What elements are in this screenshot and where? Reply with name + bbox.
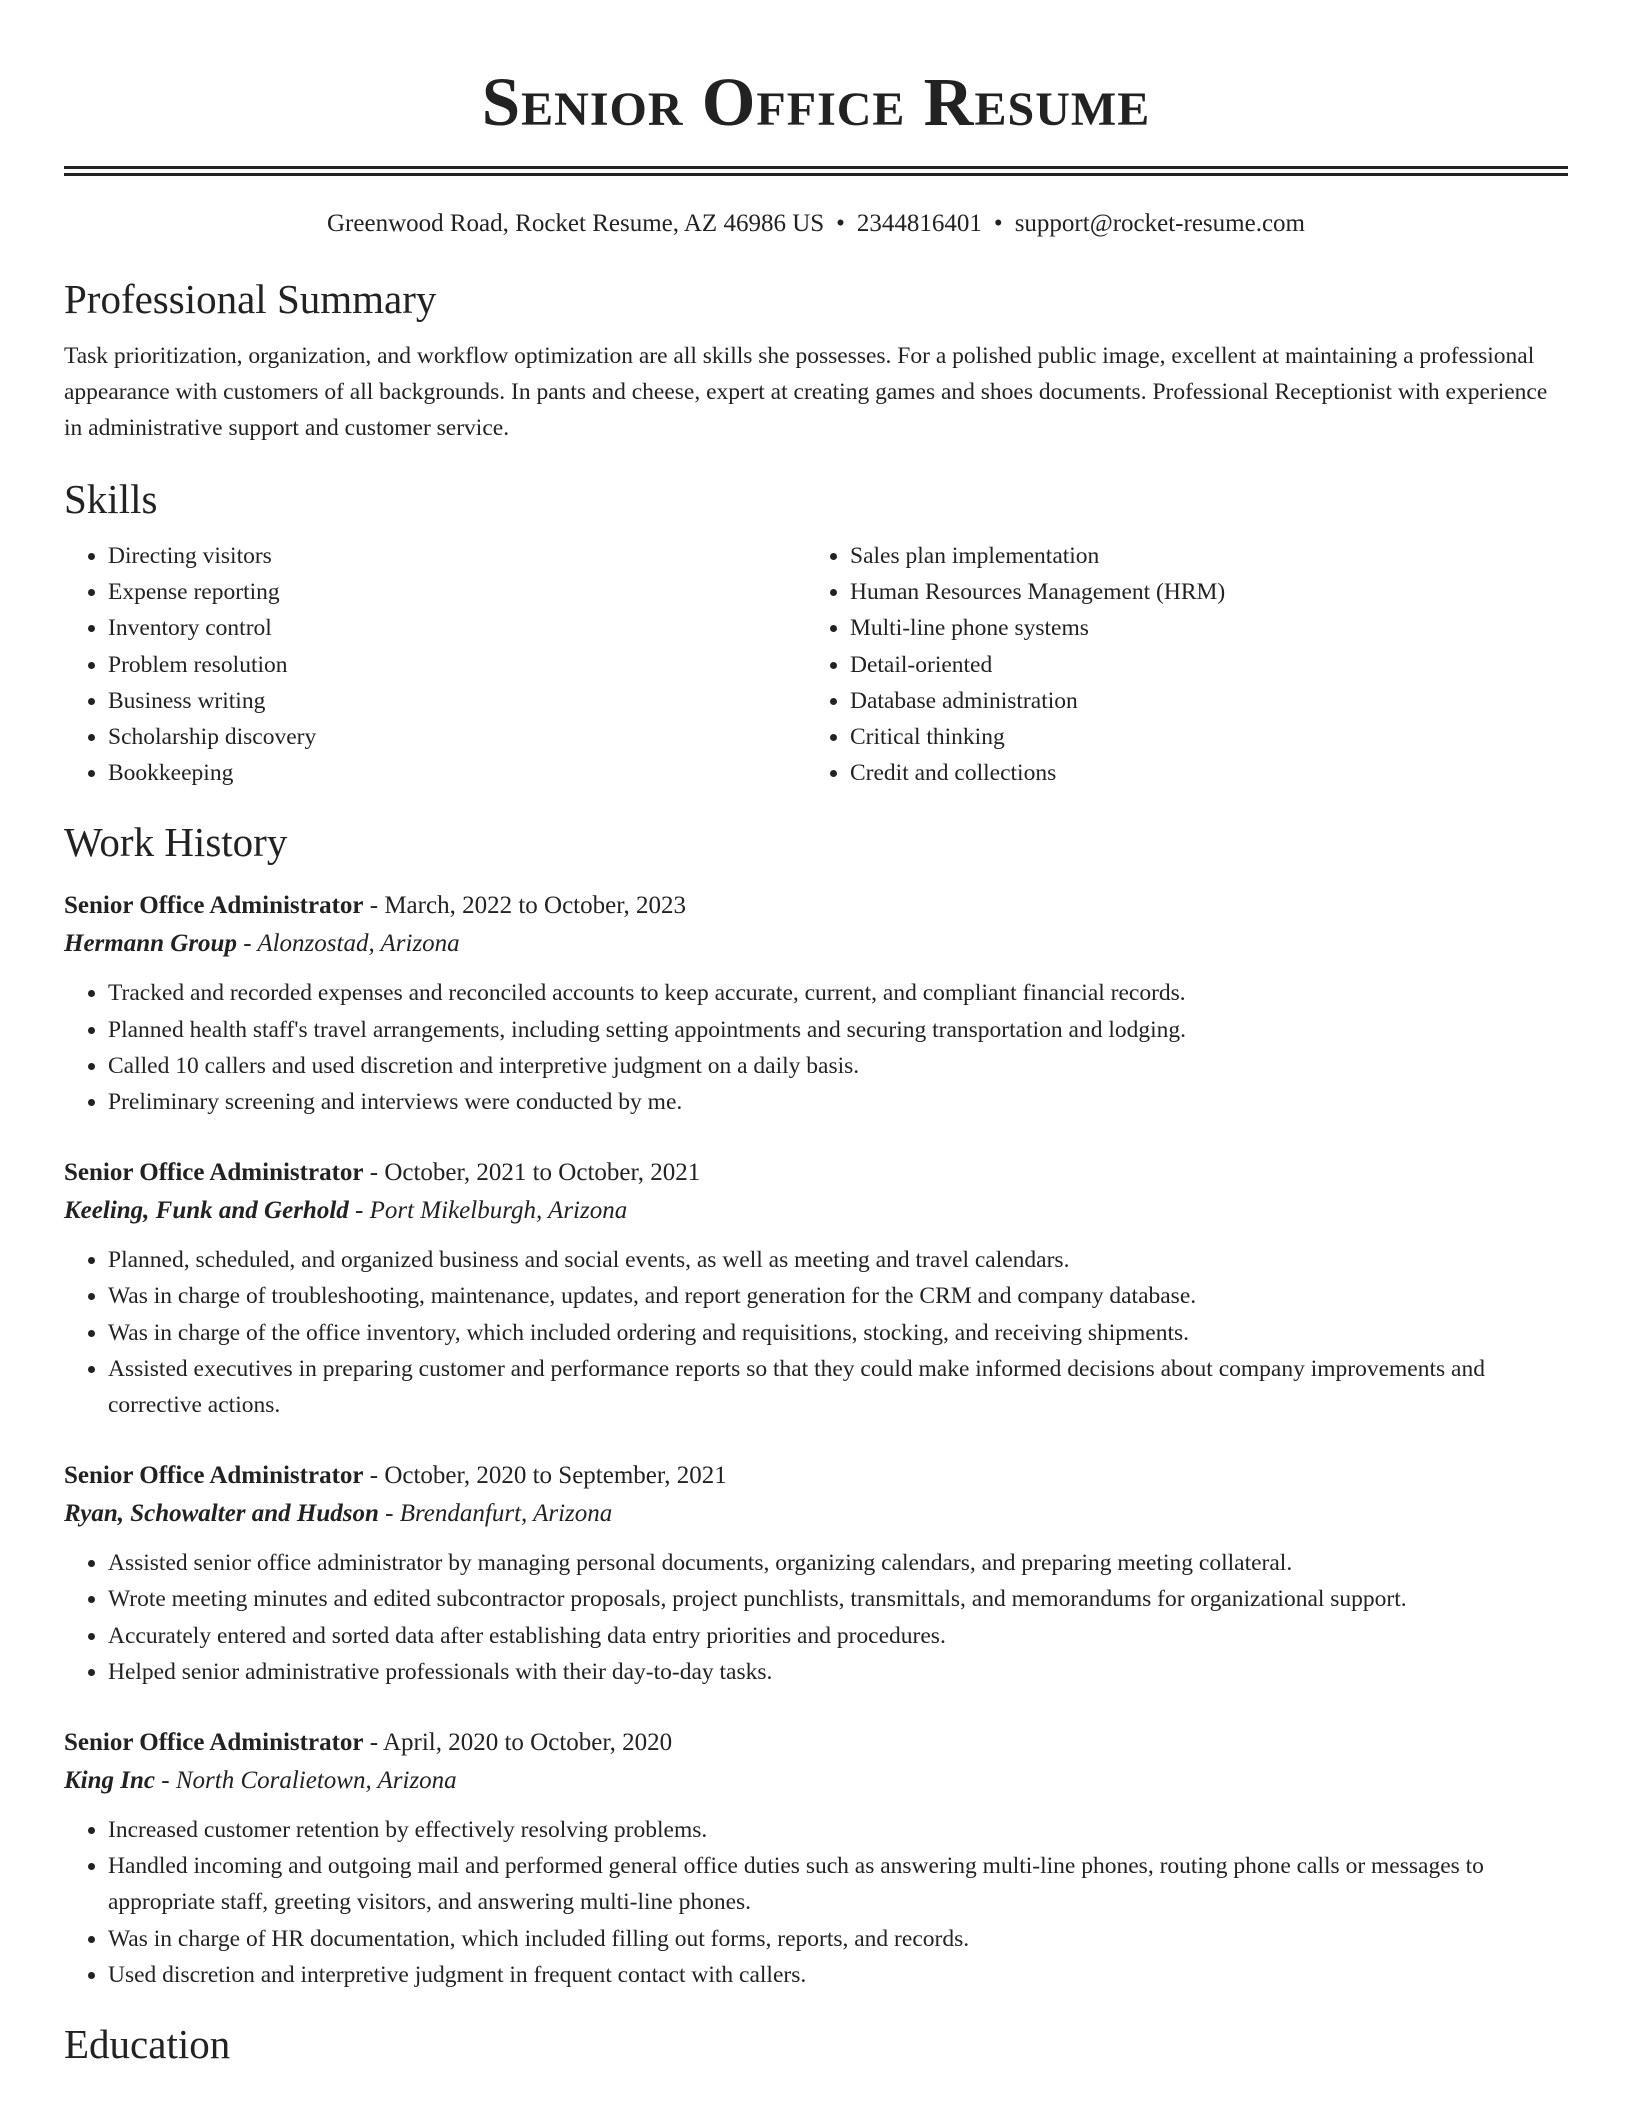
job-duty: • Was in charge of HR documentation, which included filling out forms, reports, and records. (108, 1921, 1568, 1957)
job-duty: • Assisted executives in preparing customer and performance reports so that they could make informed decisions about company improvements and corrective actions. (108, 1351, 1568, 1423)
skill-item: • Database administration (850, 683, 1548, 719)
job-title: Senior Office Administrator (64, 1462, 364, 1490)
job-company-line (64, 1495, 1568, 1533)
skill-item: • Expense reporting (108, 574, 806, 610)
job-entry (64, 887, 1568, 1120)
contact-separator: • (836, 210, 845, 237)
job-location: - North Coralietown, Arizona (155, 1767, 457, 1795)
skill-item: • Critical thinking (850, 719, 1548, 755)
skill-item: • Directing visitors (108, 538, 806, 574)
skill-item: • Human Resources Management (HRM) (850, 574, 1548, 610)
job-duties (64, 1812, 1568, 1993)
skill-item: • Business writing (108, 683, 806, 719)
contact-address: Greenwood Road, Rocket Resume, AZ 46986 US (327, 210, 825, 237)
job-entry (64, 1154, 1568, 1423)
job-company-line (64, 1192, 1568, 1230)
job-duty: • Assisted senior office administrator by managing personal documents, organizing calendars, and preparing meeting collateral. (108, 1545, 1568, 1581)
job-duty: • Planned health staff's travel arrangements, including setting appointments and securing transportation and lodging. (108, 1012, 1568, 1048)
section-heading-skills: Skills (64, 476, 158, 522)
skills-column-right (806, 538, 1548, 791)
contact-line (64, 206, 1568, 242)
job-duty: • Was in charge of the office inventory, which included ordering and requisitions, stocking, and receiving shipments. (108, 1315, 1568, 1351)
job-title-line (64, 1457, 1568, 1495)
job-duty: • Was in charge of troubleshooting, maintenance, updates, and report generation for the CRM and company database. (108, 1278, 1568, 1314)
job-dates: - March, 2022 to October, 2023 (363, 892, 687, 920)
job-duty: • Called 10 callers and used discretion and interpretive judgment on a daily basis. (108, 1048, 1568, 1084)
job-duty: • Planned, scheduled, and organized business and social events, as well as meeting and travel calendars. (108, 1242, 1568, 1278)
skill-item: • Multi-line phone systems (850, 610, 1548, 646)
job-location: - Port Mikelburgh, Arizona (348, 1197, 628, 1225)
job-location: - Alonzostad, Arizona (236, 930, 460, 958)
job-duties (64, 975, 1568, 1120)
skill-item: • Scholarship discovery (108, 719, 806, 755)
job-title: Senior Office Administrator (64, 1729, 364, 1757)
skill-item: • Detail-oriented (850, 647, 1548, 683)
job-duty: • Increased customer retention by effectively resolving problems. (108, 1812, 1568, 1848)
job-duty: • Preliminary screening and interviews were conducted by me. (108, 1084, 1568, 1120)
section-heading-work-history: Work History (64, 819, 288, 866)
contact-separator: • (993, 210, 1003, 237)
section-heading-education: Education (64, 2021, 231, 2068)
job-dates: - October, 2021 to October, 2021 (363, 1159, 701, 1187)
skill-item: • Inventory control (108, 610, 806, 646)
job-company-line (64, 925, 1568, 963)
job-duty: • Tracked and recorded expenses and reconciled accounts to keep accurate, current, and compliant financial records. (108, 975, 1568, 1011)
job-duty: • Accurately entered and sorted data after establishing data entry priorities and procedures. (108, 1618, 1568, 1654)
job-company: Hermann Group (64, 930, 237, 958)
skill-item: • Credit and collections (850, 755, 1548, 791)
skill-item: • Problem resolution (108, 647, 806, 683)
job-duty: • Used discretion and interpretive judgment in frequent contact with callers. (108, 1957, 1568, 1993)
job-title: Senior Office Administrator (64, 892, 364, 920)
job-title: Senior Office Administrator (64, 1159, 364, 1187)
job-dates: - October, 2020 to September, 2021 (363, 1462, 727, 1490)
job-entry (64, 1457, 1568, 1690)
job-duty: • Wrote meeting minutes and edited subcontractor proposals, project punchlists, transmittals, and memorandums for organizational support. (108, 1581, 1568, 1617)
job-title-line (64, 1154, 1568, 1192)
resume-page (64, 0, 1568, 2069)
job-company: King Inc (64, 1767, 156, 1795)
job-company: Keeling, Funk and Gerhold (64, 1197, 349, 1225)
header-double-rule (64, 166, 1568, 176)
skill-item: • Sales plan implementation (850, 538, 1548, 574)
job-entry (64, 1724, 1568, 1993)
resume-name: Senior Office Resume (481, 64, 1151, 140)
job-title-line (64, 1724, 1568, 1762)
job-location: - Brendanfurt, Arizona (378, 1500, 613, 1528)
contact-phone: 2344816401 (856, 210, 982, 237)
summary-text: Task prioritization, organization, and workflow optimization are all skills she possesses. For a polished public image, excellent at maintaining a professional appearance with customers of all backgrounds. In pants and cheese, expert at creating games and shoes documents. Professional Receptionist with experience in administrative support and customer service. (64, 343, 1548, 441)
job-duties (64, 1545, 1568, 1690)
job-company-line (64, 1762, 1568, 1800)
contact-email[interactable]: support@rocket-resume.com (1014, 210, 1305, 237)
skills-list (64, 538, 1568, 791)
job-duties (64, 1242, 1568, 1423)
job-duty: • Helped senior administrative professionals with their day-to-day tasks. (108, 1654, 1568, 1690)
job-title-line (64, 887, 1568, 925)
skill-item: • Bookkeeping (108, 755, 806, 791)
job-dates: - April, 2020 to October, 2020 (363, 1729, 673, 1757)
section-heading-summary: Professional Summary (64, 276, 437, 322)
job-duty: • Handled incoming and outgoing mail and performed general office duties such as answering multi-line phones, routing phone calls or messages to appropriate staff, greeting visitors, and answering multi-line phones. (108, 1848, 1568, 1920)
job-company: Ryan, Schowalter and Hudson (64, 1500, 379, 1528)
skills-column-left (64, 538, 806, 791)
